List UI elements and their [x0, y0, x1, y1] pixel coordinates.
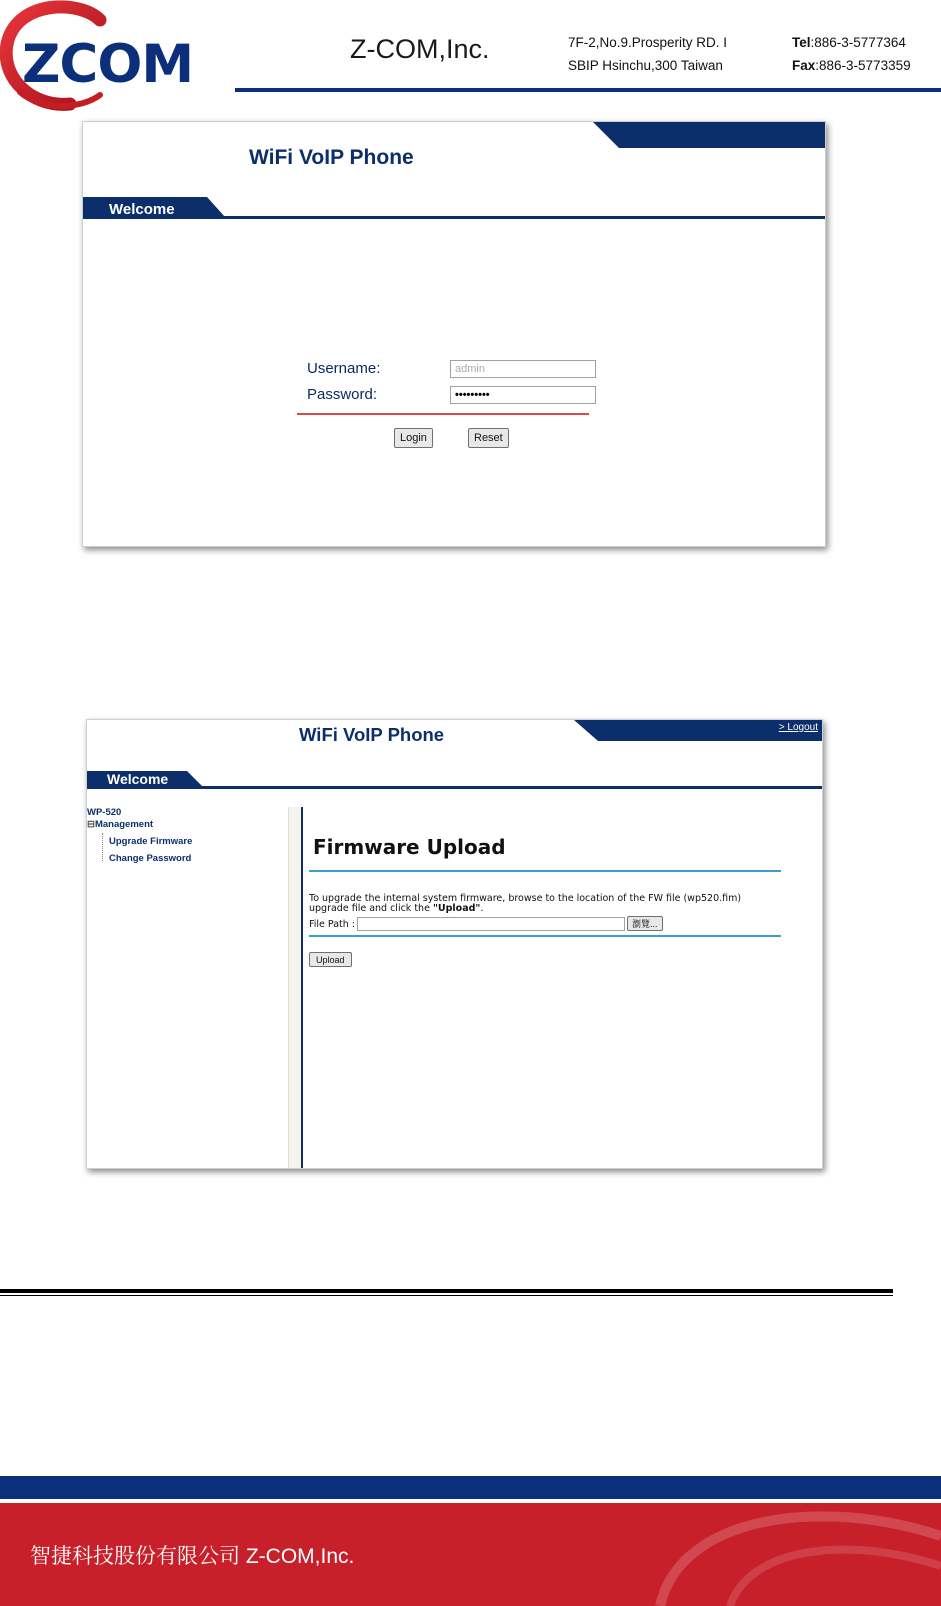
- password-label: Password:: [307, 386, 378, 403]
- welcome-bar: [87, 769, 822, 793]
- form-divider: [297, 413, 589, 415]
- instructions-line-2: [309, 903, 483, 914]
- instructions-upload-emphasis: "Upload": [432, 903, 481, 914]
- reset-button[interactable]: Reset: [468, 428, 509, 448]
- instructions-period: .: [480, 903, 484, 914]
- page-separator-thick: [0, 1289, 893, 1293]
- fax-value: :886-3-5773359: [815, 58, 911, 73]
- footer-company-text: 智捷科技股份有限公司 Z-COM,Inc.: [30, 1545, 355, 1568]
- title-rule: [309, 870, 781, 872]
- telephone: [792, 35, 906, 50]
- tree-root[interactable]: WP-520: [87, 807, 122, 818]
- tree-folder-management[interactable]: [87, 819, 153, 830]
- login-screenshot: [82, 121, 826, 547]
- tel-value: :886-3-5777364: [810, 35, 906, 50]
- address-line-1: 7F-2,No.9.Prosperity RD. I: [568, 35, 728, 50]
- app-title: WiFi VoIP Phone: [299, 724, 445, 745]
- browse-button[interactable]: 瀏覽...: [627, 916, 663, 931]
- welcome-bar: [83, 195, 825, 221]
- page-separator-thin: [0, 1295, 893, 1296]
- page-title: Firmware Upload: [313, 835, 506, 859]
- tree-item-upgrade-firmware[interactable]: Upgrade Firmware: [109, 836, 193, 847]
- navigation-tree: [87, 807, 303, 1168]
- tree-connector: [102, 833, 104, 861]
- address-line-2: SBIP Hsinchu,300 Taiwan: [568, 58, 723, 73]
- company-name: Z-COM,Inc.: [350, 34, 490, 64]
- fax: [792, 58, 911, 73]
- login-button[interactable]: Login: [394, 428, 433, 448]
- instructions-text: upgrade file and click the: [309, 903, 433, 914]
- firmware-screenshot: [86, 719, 823, 1169]
- form-rule: [309, 935, 781, 937]
- welcome-label: Welcome: [109, 201, 175, 218]
- zcom-logo: [0, 0, 240, 112]
- welcome-label: Welcome: [107, 771, 169, 787]
- username-input[interactable]: [450, 360, 596, 378]
- file-path-label: File Path :: [309, 919, 356, 930]
- footer-banner: [0, 1476, 941, 1606]
- svg-text:ZCOM: ZCOM: [22, 34, 194, 95]
- tree-item-change-password[interactable]: Change Password: [109, 853, 192, 864]
- password-input[interactable]: [450, 386, 596, 404]
- instructions-line-1: To upgrade the internal system firmware, browse to the location of the FW file (wp520.fim): [309, 893, 742, 904]
- corner-banner: [593, 122, 825, 148]
- fax-label: Fax: [792, 58, 816, 73]
- footer-swoosh-decoration: [620, 1476, 941, 1606]
- tel-label: Tel: [792, 35, 811, 50]
- tree-folder-label: Management: [94, 819, 154, 830]
- upload-button[interactable]: Upload: [309, 952, 352, 967]
- username-label: Username:: [307, 360, 381, 377]
- app-title: WiFi VoIP Phone: [249, 146, 414, 169]
- folder-expand-icon: ⊟: [87, 819, 95, 830]
- sidebar-scrollbar[interactable]: [288, 807, 301, 1168]
- logout-link[interactable]: > Logout: [778, 722, 818, 733]
- file-path-input[interactable]: [357, 917, 625, 931]
- header-rule: [235, 88, 941, 92]
